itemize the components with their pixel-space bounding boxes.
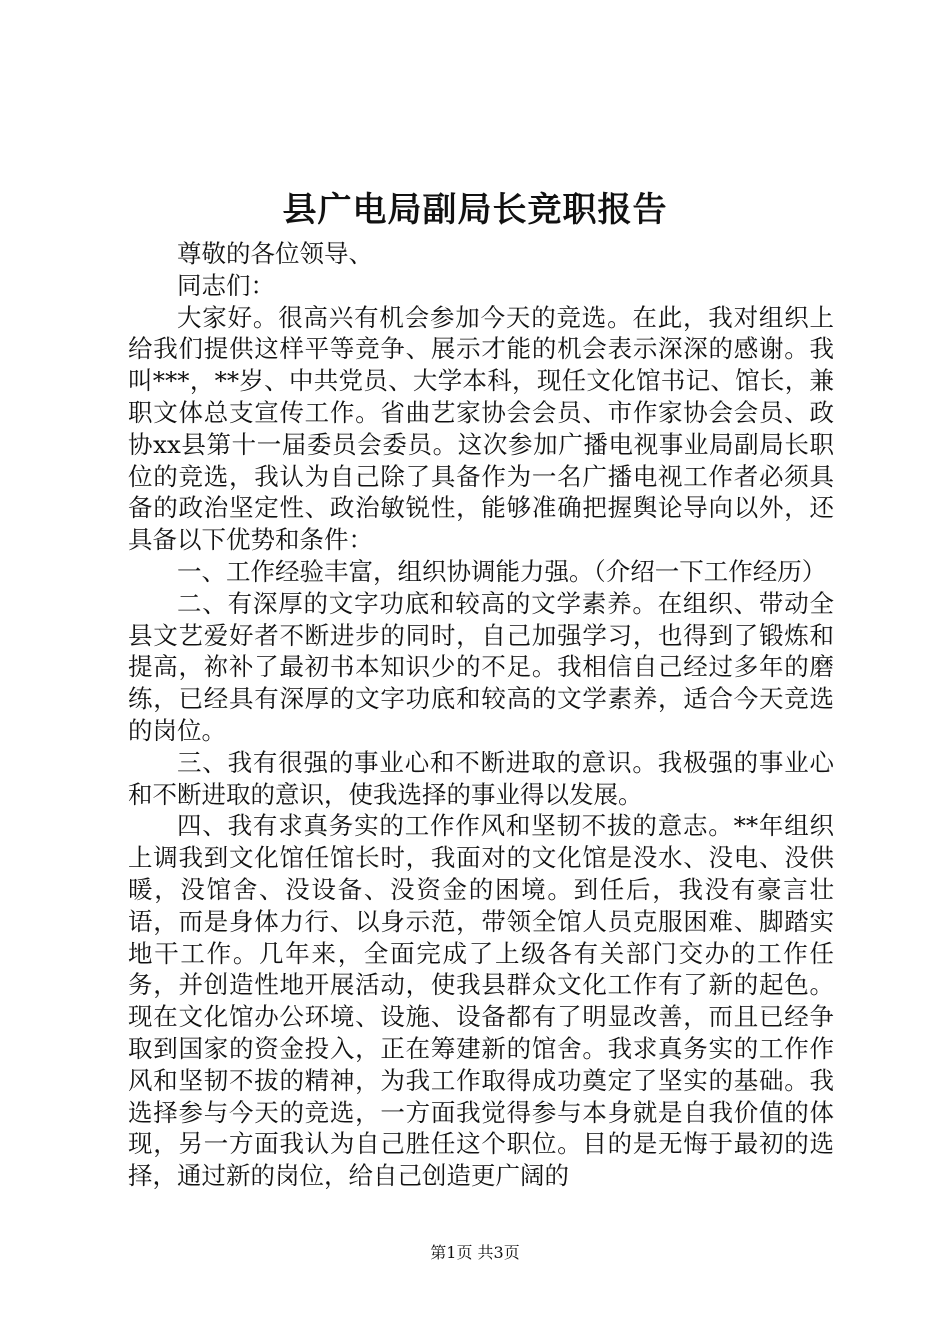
- document-body: [128, 238, 834, 1192]
- paragraph-introduction: 大家好。很高兴有机会参加今天的竞选。在此，我对组织上给我们提供这样平等竞争、展示才能的机会表示深深的感谢。我叫***，**岁、中共党员、大学本科，现任文化馆书记、馆长，兼职文体总支宣传工作。省曲艺家协会会员、市作家协会会员、政协xx县第十一届委员会委员。这次参加广播电视事业局副局长职位的竞选，我认为自己除了具备作为一名广播电视工作者必须具备的政治坚定性、政治敏锐性，能够准确把握舆论导向以外，还具备以下优势和条件：: [128, 302, 834, 555]
- paragraph-point-2: 二、有深厚的文字功底和较高的文学素养。在组织、带动全县文艺爱好者不断进步的同时，自己加强学习，也得到了锻炼和提高，祢补了最初书本知识少的不足。我相信自己经过多年的磨练，已经具有深厚的文字功底和较高的文学素养，适合今天竞选的岗位。: [128, 588, 834, 745]
- document-title: 县广电局副局长竞职报告: [282, 190, 668, 230]
- salutation-line-1: 尊敬的各位领导、: [177, 239, 373, 268]
- page-number-footer: 第1页 共3页: [430, 1243, 520, 1262]
- paragraph-point-4: 四、我有求真务实的工作作风和坚韧不拔的意志。**年组织上调我到文化馆任馆长时，我面对的文化馆是没水、没电、没供暖，没馆舍、没设备、没资金的困境。到任后，我没有豪言壮语，而是身体力行、以身示范，带领全馆人员克服困难、脚踏实地干工作。几年来，全面完成了上级各有关部门交办的工作任务，并创造性地开展活动，使我县群众文化工作有了新的起色。现在文化馆办公环境、设施、设备都有了明显改善，而且已经争取到国家的资金投入，正在筹建新的馆舍。我求真务实的工作作风和坚韧不拔的精神，为我工作取得成功奠定了坚实的基础。我选择参与今天的竞选，一方面我觉得参与本身就是自我价值的体现，另一方面我认为自己胜任这个职位。目的是无悔于最初的选择，通过新的岗位，给自己创造更广阔的: [128, 811, 834, 1191]
- salutation-line-2: 同志们：: [177, 270, 275, 300]
- paragraph-point-3: 三、我有很强的事业心和不断进取的意识。我极强的事业心和不断进取的意识，使我选择的事业得以发展。: [128, 747, 834, 809]
- paragraph-point-1: 一、工作经验丰富，组织协调能力强。（介绍一下工作经历）: [177, 556, 827, 586]
